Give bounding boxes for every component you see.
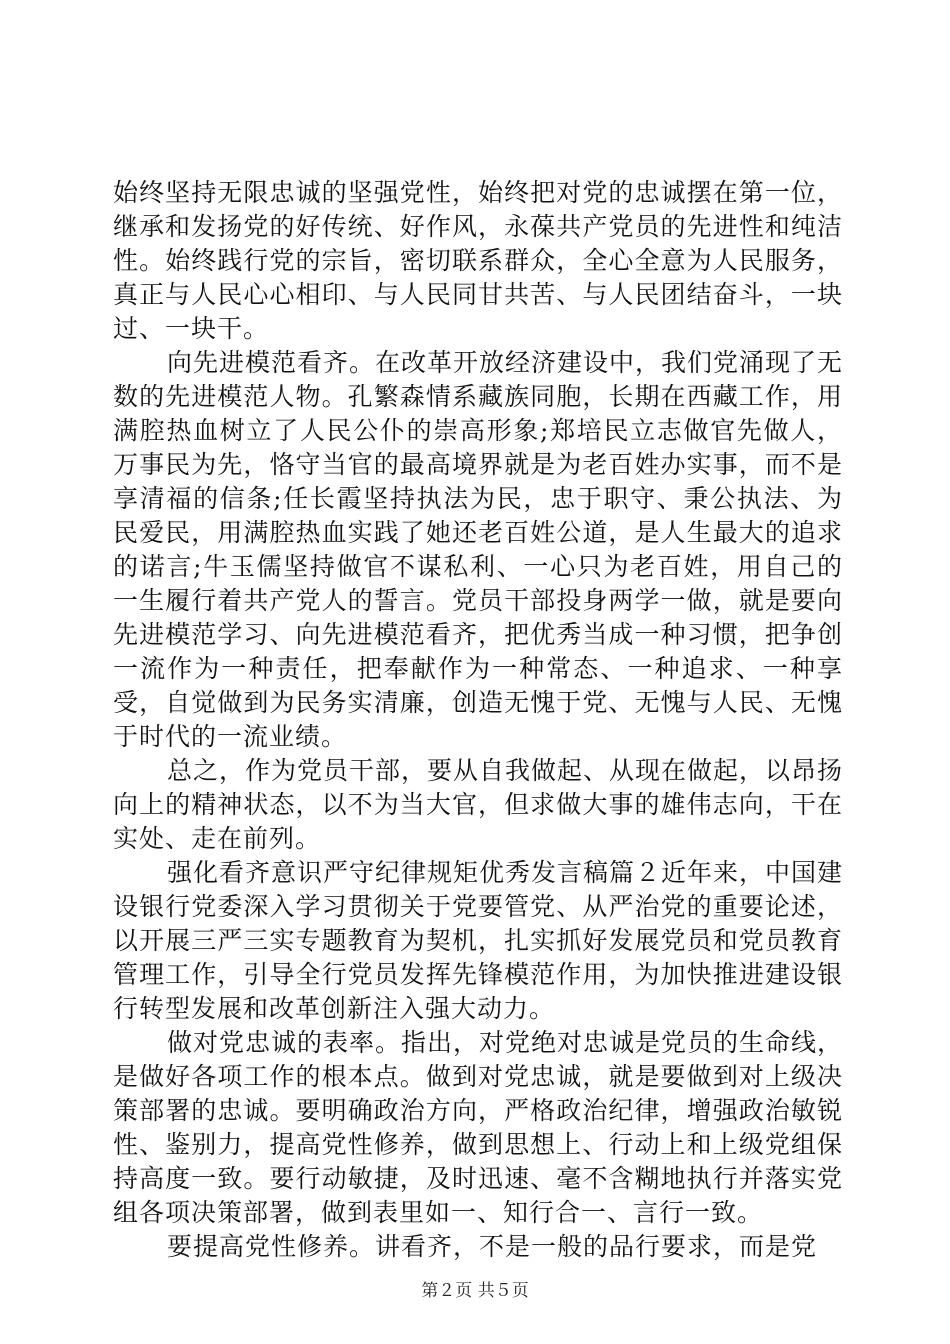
document-body (113, 176, 843, 1264)
paragraph-2: 向先进模范看齐。在改革开放经济建设中，我们党涌现了无数的先进模范人物。孔繁森情系藏族同胞，长期在西藏工作，用满腔热血树立了人民公仆的崇高形象;郑培民立志做官先做人，万事民为先，恪守当官的最高境界就是为老百姓办实事，而不是享清福的信条;任长霞坚持执法为民，忠于职守、秉公执法、为民爱民，用满腔热血实践了她还老百姓公道，是人生最大的追求的诺言;牛玉儒坚持做官不谋私利、一心只为老百姓，用自己的一生履行着共产党人的誓言。党员干部投身两学一做，就是要向先进模范学习、向先进模范看齐，把优秀当成一种习惯，把争创一流作为一种责任，把奉献作为一种常态、一种追求、一种享受，自觉做到为民务实清廉，创造无愧于党、无愧与人民、无愧于时代的一流业绩。 (113, 348, 844, 751)
paragraph-6: 要提高党性修养。讲看齐，不是一般的品行要求，而是党 (167, 1232, 818, 1261)
paragraph-1: 始终坚持无限忠诚的坚强党性，始终把对党的忠诚摆在第一位，继承和发扬党的好传统、好作风，永葆共产党员的先进性和纯洁性。始终践行党的宗旨，密切联系群众，全心全意为人民服务，真正与人民心心相印、与人民同甘共苦、与人民团结奋斗，一块过、一块干。 (113, 178, 843, 343)
paragraph-3: 总之，作为党员干部，要从自我做起、从现在做起，以昂扬向上的精神状态，以不为当大官，但求做大事的雄伟志向，干在实处、走在前列。 (113, 756, 844, 853)
paragraph-5: 做对党忠诚的表率。指出，对党绝对忠诚是党员的生命线，是做好各项工作的根本点。做到对党忠诚，就是要做到对上级决策部署的忠诚。要明确政治方向，严格政治纪律，增强政治敏锐性、鉴别力，提高党性修养，做到思想上、行动上和上级党组保持高度一致。要行动敏捷，及时迅速、毫不含糊地执行并落实党组各项决策部署，做到表里如一、知行合一、言行一致。 (113, 1028, 844, 1227)
paragraph-4: 强化看齐意识严守纪律规矩优秀发言稿篇２近年来，中国建设银行党委深入学习贯彻关于党要管党、从严治党的重要论述，以开展三严三实专题教育为契机，扎实抓好发展党员和党员教育管理工作，引导全行党员发挥先锋模范作用，为加快推进建设银行转型发展和改革创新注入强大动力。 (113, 858, 844, 1023)
page-footer: 第２页 共５页 (421, 1281, 529, 1301)
